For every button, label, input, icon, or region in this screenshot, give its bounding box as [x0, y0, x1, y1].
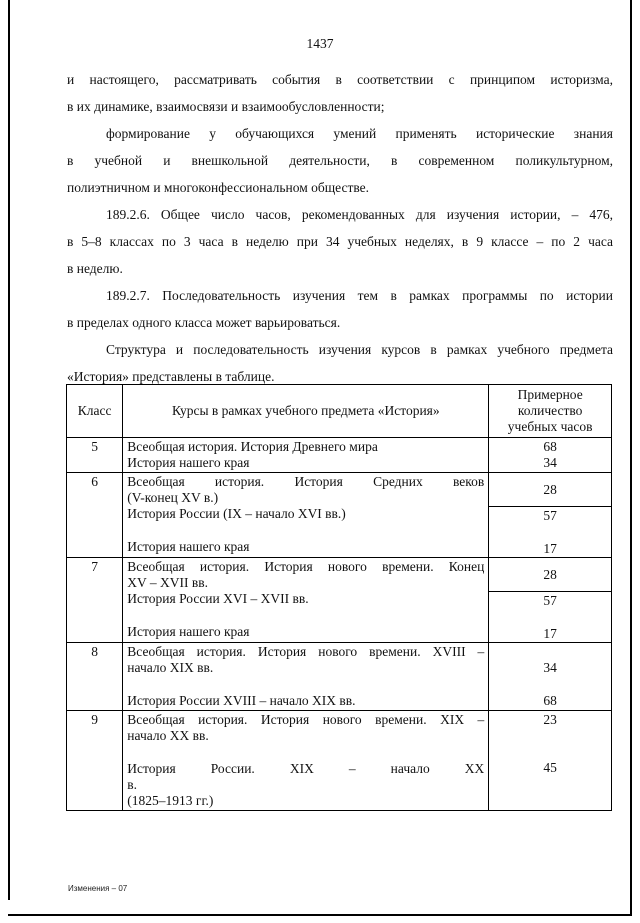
course-line: начало XX вв. — [127, 728, 209, 743]
page-number: 1437 — [306, 36, 334, 51]
hours-value: 57 — [543, 508, 557, 523]
paragraph-line: и настоящего, рассматривать события в соответствии с принципом историзма, — [67, 72, 613, 87]
hours-value: 34 — [543, 660, 557, 675]
table-row — [67, 643, 612, 711]
hours-cell — [489, 473, 612, 558]
hours-cell — [489, 643, 612, 711]
table-row — [67, 473, 612, 558]
course-line: начало XIX вв. — [127, 660, 214, 675]
hours-group — [489, 592, 611, 642]
course-line: Всеобщая история. История нового времени. XIX – — [127, 712, 485, 727]
hours-value: 28 — [489, 473, 611, 507]
paragraph-line: в неделю. — [67, 261, 123, 276]
hours-cell — [489, 558, 612, 643]
hours-value: 23 — [543, 712, 557, 727]
paragraph-line: в учебной и внешкольной деятельности, в современном поликультурном, — [67, 153, 613, 168]
page-border-left — [8, 0, 10, 900]
table-row — [67, 711, 612, 811]
page-border-bottom — [8, 914, 632, 916]
page-border-right — [630, 0, 632, 915]
course-line: Всеобщая история. История Древнего мира — [127, 439, 378, 454]
course-line: Всеобщая история. История нового времени. Конец — [127, 559, 485, 574]
header-course: Курсы в рамках учебного предмета «История» — [123, 385, 489, 438]
courses-table — [66, 384, 612, 811]
paragraph-line: 189.2.6. Общее число часов, рекомендованных для изучения истории, – 476, — [106, 207, 613, 222]
hours-cell — [489, 711, 612, 811]
table-header-row — [67, 385, 612, 438]
course-line: История России XVI – XVII вв. — [127, 591, 309, 606]
paragraph-line: в пределах одного класса может варьироваться. — [67, 315, 341, 330]
hours-cell — [489, 438, 612, 473]
course-line: История нашего края — [127, 455, 250, 470]
paragraph-line: формирование у обучающихся умений применять исторические знания — [106, 126, 613, 141]
course-line: История России. XIX – начало XX в. — [127, 761, 485, 792]
hours-group — [489, 507, 611, 557]
course-line: XV – XVII вв. — [127, 575, 209, 590]
hours-value: 68 — [543, 439, 557, 454]
footer-revision-note: Изменения – 07 — [68, 884, 128, 893]
course-line: История России (IX – начало XVI вв.) — [127, 506, 346, 521]
course-cell — [123, 558, 489, 643]
course-line: Всеобщая история. История Средних веков — [127, 474, 485, 489]
paragraph-line: в их динамике, взаимосвязи и взаимообусловленности; — [67, 99, 385, 114]
paragraph-line: «История» представлены в таблице. — [67, 369, 275, 384]
class-cell: 5 — [67, 438, 123, 473]
header-class: Класс — [67, 385, 123, 438]
course-cell — [123, 473, 489, 558]
hours-value: 17 — [543, 541, 557, 556]
table-row — [67, 558, 612, 643]
paragraph-line: 189.2.7. Последовательность изучения тем в рамках программы по истории — [106, 288, 613, 303]
hours-value: 45 — [543, 760, 557, 775]
course-line: Всеобщая история. История нового времени. XVIII – — [127, 644, 485, 659]
class-cell: 9 — [67, 711, 123, 811]
hours-value: 17 — [543, 626, 557, 641]
paragraph-line: Структура и последовательность изучения курсов в рамках учебного предмета — [106, 342, 613, 357]
course-cell — [123, 643, 489, 711]
paragraph-line: в 5–8 классах по 3 часа в неделю при 34 учебных неделях, в 9 классе – по 2 часа — [67, 234, 613, 249]
class-cell: 6 — [67, 473, 123, 558]
hours-value: 57 — [543, 593, 557, 608]
course-line: История нашего края — [127, 624, 250, 639]
header-hours: Примерное количество учебных часов — [489, 385, 612, 438]
course-line: История нашего края — [127, 539, 250, 554]
hours-value: 28 — [489, 558, 611, 592]
table-row — [67, 438, 612, 473]
course-line: История России XVIII – начало XIX вв. — [127, 693, 356, 708]
course-cell — [123, 711, 489, 811]
class-cell: 8 — [67, 643, 123, 711]
hours-value: 68 — [543, 693, 557, 708]
course-cell — [123, 438, 489, 473]
paragraph-line: полиэтничном и многоконфессиональном обществе. — [67, 180, 370, 195]
hours-value: 34 — [543, 455, 557, 470]
course-line: (V-конец XV в.) — [127, 490, 219, 505]
course-line: (1825–1913 гг.) — [127, 793, 214, 808]
class-cell: 7 — [67, 558, 123, 643]
